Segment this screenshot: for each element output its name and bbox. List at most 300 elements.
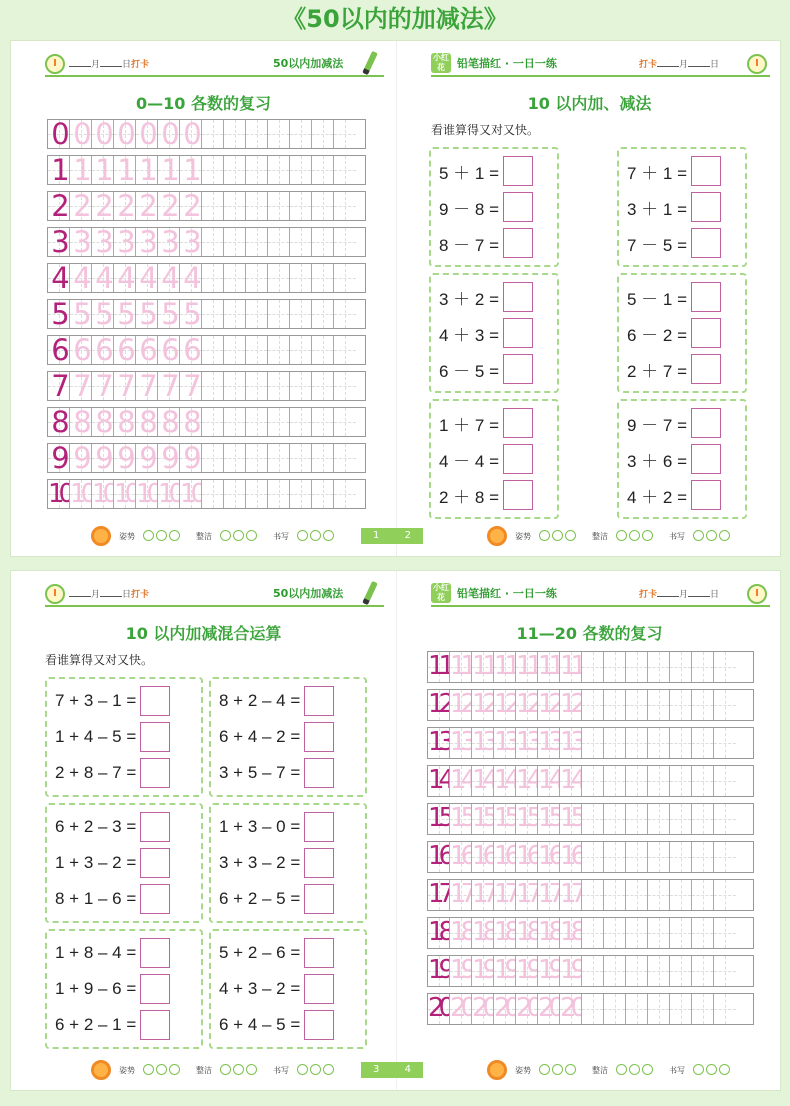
empty-cell[interactable] — [692, 690, 714, 720]
empty-cell[interactable] — [604, 766, 626, 796]
empty-cell[interactable] — [626, 880, 648, 910]
trace-cell[interactable] — [516, 918, 538, 948]
empty-cell[interactable] — [692, 994, 714, 1024]
empty-cell[interactable] — [626, 652, 648, 682]
trace-cell[interactable] — [158, 336, 180, 364]
trace-cell[interactable] — [180, 372, 202, 400]
trace-cell[interactable] — [472, 956, 494, 986]
empty-cell[interactable] — [626, 918, 648, 948]
empty-cell[interactable] — [670, 956, 692, 986]
empty-cell[interactable] — [582, 766, 604, 796]
trace-cell[interactable] — [158, 264, 180, 292]
trace-cell[interactable] — [180, 228, 202, 256]
empty-cell[interactable] — [334, 480, 356, 508]
trace-cell[interactable] — [472, 766, 494, 796]
trace-cell[interactable] — [560, 956, 582, 986]
trace-cell[interactable] — [450, 956, 472, 986]
trace-cell[interactable] — [560, 652, 582, 682]
answer-box[interactable] — [140, 686, 170, 716]
empty-cell[interactable] — [648, 956, 670, 986]
empty-cell[interactable] — [648, 880, 670, 910]
trace-cell[interactable] — [494, 766, 516, 796]
empty-cell[interactable] — [202, 372, 224, 400]
trace-cell[interactable] — [136, 300, 158, 328]
empty-cell[interactable] — [648, 652, 670, 682]
empty-cell[interactable] — [290, 192, 312, 220]
empty-cell[interactable] — [312, 480, 334, 508]
empty-cell[interactable] — [334, 444, 356, 472]
empty-cell[interactable] — [334, 408, 356, 436]
empty-cell[interactable] — [714, 728, 736, 758]
empty-cell[interactable] — [312, 336, 334, 364]
trace-cell[interactable] — [560, 804, 582, 834]
answer-box[interactable] — [691, 282, 721, 312]
empty-cell[interactable] — [290, 336, 312, 364]
answer-box[interactable] — [304, 722, 334, 752]
trace-cell[interactable] — [450, 918, 472, 948]
answer-box[interactable] — [304, 974, 334, 1004]
empty-cell[interactable] — [224, 156, 246, 184]
empty-cell[interactable] — [224, 444, 246, 472]
trace-cell[interactable] — [560, 728, 582, 758]
empty-cell[interactable] — [714, 956, 736, 986]
empty-cell[interactable] — [582, 842, 604, 872]
trace-cell[interactable] — [92, 336, 114, 364]
empty-cell[interactable] — [582, 690, 604, 720]
answer-box[interactable] — [503, 444, 533, 474]
trace-cell[interactable] — [136, 444, 158, 472]
empty-cell[interactable] — [626, 956, 648, 986]
empty-cell[interactable] — [334, 156, 356, 184]
empty-cell[interactable] — [224, 480, 246, 508]
flower-icon[interactable] — [297, 1064, 308, 1075]
answer-box[interactable] — [691, 156, 721, 186]
trace-cell[interactable] — [472, 690, 494, 720]
answer-box[interactable] — [691, 480, 721, 510]
trace-cell[interactable] — [494, 880, 516, 910]
trace-cell[interactable] — [180, 156, 202, 184]
trace-cell[interactable] — [472, 994, 494, 1024]
trace-cell[interactable] — [560, 766, 582, 796]
empty-cell[interactable] — [604, 880, 626, 910]
trace-cell[interactable] — [158, 120, 180, 148]
answer-box[interactable] — [304, 938, 334, 968]
answer-box[interactable] — [140, 884, 170, 914]
flower-icon[interactable] — [297, 530, 308, 541]
empty-cell[interactable] — [268, 444, 290, 472]
trace-cell[interactable] — [180, 264, 202, 292]
trace-cell[interactable] — [450, 804, 472, 834]
trace-cell[interactable] — [538, 804, 560, 834]
empty-cell[interactable] — [246, 480, 268, 508]
empty-cell[interactable] — [312, 264, 334, 292]
trace-cell[interactable] — [560, 842, 582, 872]
empty-cell[interactable] — [268, 300, 290, 328]
answer-box[interactable] — [503, 408, 533, 438]
empty-cell[interactable] — [268, 156, 290, 184]
trace-cell[interactable] — [472, 652, 494, 682]
trace-cell[interactable] — [70, 480, 92, 508]
flower-icon[interactable] — [246, 530, 257, 541]
empty-cell[interactable] — [290, 480, 312, 508]
empty-cell[interactable] — [692, 652, 714, 682]
empty-cell[interactable] — [670, 728, 692, 758]
empty-cell[interactable] — [290, 300, 312, 328]
trace-cell[interactable] — [70, 300, 92, 328]
flower-icon[interactable] — [706, 1064, 717, 1075]
trace-cell[interactable] — [472, 918, 494, 948]
empty-cell[interactable] — [334, 372, 356, 400]
empty-cell[interactable] — [246, 372, 268, 400]
empty-cell[interactable] — [604, 956, 626, 986]
empty-cell[interactable] — [334, 336, 356, 364]
empty-cell[interactable] — [202, 336, 224, 364]
trace-cell[interactable] — [180, 336, 202, 364]
empty-cell[interactable] — [334, 192, 356, 220]
empty-cell[interactable] — [224, 372, 246, 400]
empty-cell[interactable] — [268, 336, 290, 364]
empty-cell[interactable] — [692, 766, 714, 796]
answer-box[interactable] — [140, 812, 170, 842]
trace-cell[interactable] — [158, 192, 180, 220]
trace-cell[interactable] — [450, 994, 472, 1024]
flower-icon[interactable] — [143, 530, 154, 541]
trace-cell[interactable] — [114, 480, 136, 508]
empty-cell[interactable] — [202, 228, 224, 256]
trace-cell[interactable] — [70, 372, 92, 400]
trace-cell[interactable] — [136, 192, 158, 220]
trace-cell[interactable] — [114, 192, 136, 220]
trace-cell[interactable] — [70, 336, 92, 364]
trace-cell[interactable] — [538, 880, 560, 910]
empty-cell[interactable] — [604, 994, 626, 1024]
empty-cell[interactable] — [670, 918, 692, 948]
flower-icon[interactable] — [323, 530, 334, 541]
empty-cell[interactable] — [312, 372, 334, 400]
empty-cell[interactable] — [604, 728, 626, 758]
trace-cell[interactable] — [494, 918, 516, 948]
trace-cell[interactable] — [516, 842, 538, 872]
flower-icon[interactable] — [552, 530, 563, 541]
answer-box[interactable] — [503, 354, 533, 384]
answer-box[interactable] — [140, 938, 170, 968]
trace-cell[interactable] — [560, 690, 582, 720]
trace-cell[interactable] — [180, 444, 202, 472]
flower-icon[interactable] — [156, 1064, 167, 1075]
flower-icon[interactable] — [169, 530, 180, 541]
trace-cell[interactable] — [538, 918, 560, 948]
empty-cell[interactable] — [334, 228, 356, 256]
trace-cell[interactable] — [538, 728, 560, 758]
empty-cell[interactable] — [224, 264, 246, 292]
empty-cell[interactable] — [648, 804, 670, 834]
empty-cell[interactable] — [582, 652, 604, 682]
flower-icon[interactable] — [629, 530, 640, 541]
trace-cell[interactable] — [158, 372, 180, 400]
empty-cell[interactable] — [582, 918, 604, 948]
trace-cell[interactable] — [136, 120, 158, 148]
trace-cell[interactable] — [158, 480, 180, 508]
flower-icon[interactable] — [565, 530, 576, 541]
empty-cell[interactable] — [290, 372, 312, 400]
trace-cell[interactable] — [472, 880, 494, 910]
trace-cell[interactable] — [494, 804, 516, 834]
empty-cell[interactable] — [202, 408, 224, 436]
flower-icon[interactable] — [629, 1064, 640, 1075]
empty-cell[interactable] — [268, 228, 290, 256]
trace-cell[interactable] — [136, 480, 158, 508]
empty-cell[interactable] — [604, 804, 626, 834]
empty-cell[interactable] — [648, 842, 670, 872]
empty-cell[interactable] — [670, 842, 692, 872]
empty-cell[interactable] — [582, 728, 604, 758]
trace-cell[interactable] — [494, 728, 516, 758]
trace-cell[interactable] — [538, 766, 560, 796]
trace-cell[interactable] — [92, 480, 114, 508]
empty-cell[interactable] — [312, 228, 334, 256]
answer-box[interactable] — [503, 228, 533, 258]
answer-box[interactable] — [304, 848, 334, 878]
flower-icon[interactable] — [310, 1064, 321, 1075]
empty-cell[interactable] — [604, 652, 626, 682]
empty-cell[interactable] — [714, 880, 736, 910]
answer-box[interactable] — [304, 686, 334, 716]
empty-cell[interactable] — [290, 120, 312, 148]
answer-box[interactable] — [503, 156, 533, 186]
empty-cell[interactable] — [626, 690, 648, 720]
answer-box[interactable] — [140, 758, 170, 788]
trace-cell[interactable] — [114, 444, 136, 472]
flower-icon[interactable] — [143, 1064, 154, 1075]
trace-cell[interactable] — [450, 766, 472, 796]
empty-cell[interactable] — [670, 994, 692, 1024]
empty-cell[interactable] — [268, 480, 290, 508]
trace-cell[interactable] — [114, 120, 136, 148]
trace-cell[interactable] — [158, 408, 180, 436]
empty-cell[interactable] — [692, 880, 714, 910]
empty-cell[interactable] — [202, 264, 224, 292]
empty-cell[interactable] — [670, 880, 692, 910]
answer-box[interactable] — [140, 722, 170, 752]
answer-box[interactable] — [140, 974, 170, 1004]
trace-cell[interactable] — [538, 690, 560, 720]
answer-box[interactable] — [140, 848, 170, 878]
empty-cell[interactable] — [312, 120, 334, 148]
trace-cell[interactable] — [70, 156, 92, 184]
trace-cell[interactable] — [560, 880, 582, 910]
empty-cell[interactable] — [648, 766, 670, 796]
empty-cell[interactable] — [224, 120, 246, 148]
trace-cell[interactable] — [114, 228, 136, 256]
trace-cell[interactable] — [450, 690, 472, 720]
empty-cell[interactable] — [268, 408, 290, 436]
trace-cell[interactable] — [92, 444, 114, 472]
empty-cell[interactable] — [246, 300, 268, 328]
empty-cell[interactable] — [582, 994, 604, 1024]
empty-cell[interactable] — [202, 192, 224, 220]
empty-cell[interactable] — [604, 918, 626, 948]
answer-box[interactable] — [304, 1010, 334, 1040]
trace-cell[interactable] — [136, 336, 158, 364]
trace-cell[interactable] — [516, 690, 538, 720]
flower-icon[interactable] — [642, 530, 653, 541]
trace-cell[interactable] — [136, 156, 158, 184]
trace-cell[interactable] — [516, 956, 538, 986]
flower-icon[interactable] — [539, 530, 550, 541]
empty-cell[interactable] — [670, 690, 692, 720]
empty-cell[interactable] — [714, 766, 736, 796]
flower-icon[interactable] — [616, 530, 627, 541]
trace-cell[interactable] — [114, 156, 136, 184]
empty-cell[interactable] — [202, 300, 224, 328]
empty-cell[interactable] — [714, 842, 736, 872]
flower-icon[interactable] — [156, 530, 167, 541]
trace-cell[interactable] — [180, 480, 202, 508]
empty-cell[interactable] — [290, 156, 312, 184]
trace-cell[interactable] — [180, 120, 202, 148]
flower-icon[interactable] — [246, 1064, 257, 1075]
flower-icon[interactable] — [706, 530, 717, 541]
empty-cell[interactable] — [224, 192, 246, 220]
trace-cell[interactable] — [450, 652, 472, 682]
flower-icon[interactable] — [169, 1064, 180, 1075]
trace-cell[interactable] — [114, 336, 136, 364]
trace-cell[interactable] — [158, 300, 180, 328]
empty-cell[interactable] — [312, 300, 334, 328]
empty-cell[interactable] — [692, 804, 714, 834]
empty-cell[interactable] — [626, 804, 648, 834]
trace-cell[interactable] — [560, 994, 582, 1024]
empty-cell[interactable] — [670, 766, 692, 796]
empty-cell[interactable] — [714, 804, 736, 834]
empty-cell[interactable] — [224, 228, 246, 256]
trace-cell[interactable] — [450, 728, 472, 758]
trace-cell[interactable] — [92, 264, 114, 292]
trace-cell[interactable] — [158, 156, 180, 184]
empty-cell[interactable] — [714, 652, 736, 682]
empty-cell[interactable] — [268, 372, 290, 400]
empty-cell[interactable] — [246, 228, 268, 256]
trace-cell[interactable] — [180, 192, 202, 220]
empty-cell[interactable] — [692, 842, 714, 872]
trace-cell[interactable] — [472, 728, 494, 758]
trace-cell[interactable] — [92, 372, 114, 400]
empty-cell[interactable] — [312, 192, 334, 220]
answer-box[interactable] — [503, 192, 533, 222]
trace-cell[interactable] — [92, 120, 114, 148]
empty-cell[interactable] — [648, 994, 670, 1024]
empty-cell[interactable] — [692, 918, 714, 948]
empty-cell[interactable] — [224, 408, 246, 436]
flower-icon[interactable] — [552, 1064, 563, 1075]
empty-cell[interactable] — [604, 842, 626, 872]
trace-cell[interactable] — [516, 766, 538, 796]
trace-cell[interactable] — [560, 918, 582, 948]
flower-icon[interactable] — [539, 1064, 550, 1075]
flower-icon[interactable] — [565, 1064, 576, 1075]
empty-cell[interactable] — [312, 444, 334, 472]
trace-cell[interactable] — [180, 300, 202, 328]
answer-box[interactable] — [503, 318, 533, 348]
trace-cell[interactable] — [136, 408, 158, 436]
empty-cell[interactable] — [312, 408, 334, 436]
trace-cell[interactable] — [538, 842, 560, 872]
empty-cell[interactable] — [626, 994, 648, 1024]
trace-cell[interactable] — [158, 444, 180, 472]
empty-cell[interactable] — [202, 480, 224, 508]
empty-cell[interactable] — [604, 690, 626, 720]
empty-cell[interactable] — [334, 264, 356, 292]
trace-cell[interactable] — [136, 264, 158, 292]
answer-box[interactable] — [304, 812, 334, 842]
empty-cell[interactable] — [692, 728, 714, 758]
trace-cell[interactable] — [538, 956, 560, 986]
answer-box[interactable] — [691, 228, 721, 258]
trace-cell[interactable] — [136, 228, 158, 256]
empty-cell[interactable] — [648, 690, 670, 720]
trace-cell[interactable] — [494, 842, 516, 872]
empty-cell[interactable] — [582, 880, 604, 910]
trace-cell[interactable] — [180, 408, 202, 436]
flower-icon[interactable] — [220, 1064, 231, 1075]
answer-box[interactable] — [691, 318, 721, 348]
trace-cell[interactable] — [516, 728, 538, 758]
trace-cell[interactable] — [516, 880, 538, 910]
empty-cell[interactable] — [714, 994, 736, 1024]
empty-cell[interactable] — [290, 408, 312, 436]
empty-cell[interactable] — [268, 264, 290, 292]
empty-cell[interactable] — [246, 336, 268, 364]
trace-cell[interactable] — [70, 192, 92, 220]
trace-cell[interactable] — [92, 192, 114, 220]
empty-cell[interactable] — [670, 652, 692, 682]
trace-cell[interactable] — [494, 652, 516, 682]
empty-cell[interactable] — [246, 444, 268, 472]
trace-cell[interactable] — [114, 408, 136, 436]
trace-cell[interactable] — [538, 994, 560, 1024]
empty-cell[interactable] — [224, 300, 246, 328]
trace-cell[interactable] — [92, 156, 114, 184]
empty-cell[interactable] — [582, 956, 604, 986]
trace-cell[interactable] — [70, 408, 92, 436]
flower-icon[interactable] — [323, 1064, 334, 1075]
trace-cell[interactable] — [92, 300, 114, 328]
trace-cell[interactable] — [516, 652, 538, 682]
empty-cell[interactable] — [246, 192, 268, 220]
trace-cell[interactable] — [92, 408, 114, 436]
flower-icon[interactable] — [642, 1064, 653, 1075]
flower-icon[interactable] — [233, 1064, 244, 1075]
trace-cell[interactable] — [450, 842, 472, 872]
flower-icon[interactable] — [310, 530, 321, 541]
answer-box[interactable] — [503, 282, 533, 312]
flower-icon[interactable] — [693, 1064, 704, 1075]
empty-cell[interactable] — [224, 336, 246, 364]
empty-cell[interactable] — [582, 804, 604, 834]
trace-cell[interactable] — [494, 956, 516, 986]
flower-icon[interactable] — [616, 1064, 627, 1075]
empty-cell[interactable] — [714, 690, 736, 720]
trace-cell[interactable] — [70, 120, 92, 148]
empty-cell[interactable] — [202, 120, 224, 148]
empty-cell[interactable] — [202, 156, 224, 184]
trace-cell[interactable] — [516, 994, 538, 1024]
trace-cell[interactable] — [114, 372, 136, 400]
empty-cell[interactable] — [626, 728, 648, 758]
answer-box[interactable] — [691, 444, 721, 474]
empty-cell[interactable] — [290, 264, 312, 292]
trace-cell[interactable] — [538, 652, 560, 682]
